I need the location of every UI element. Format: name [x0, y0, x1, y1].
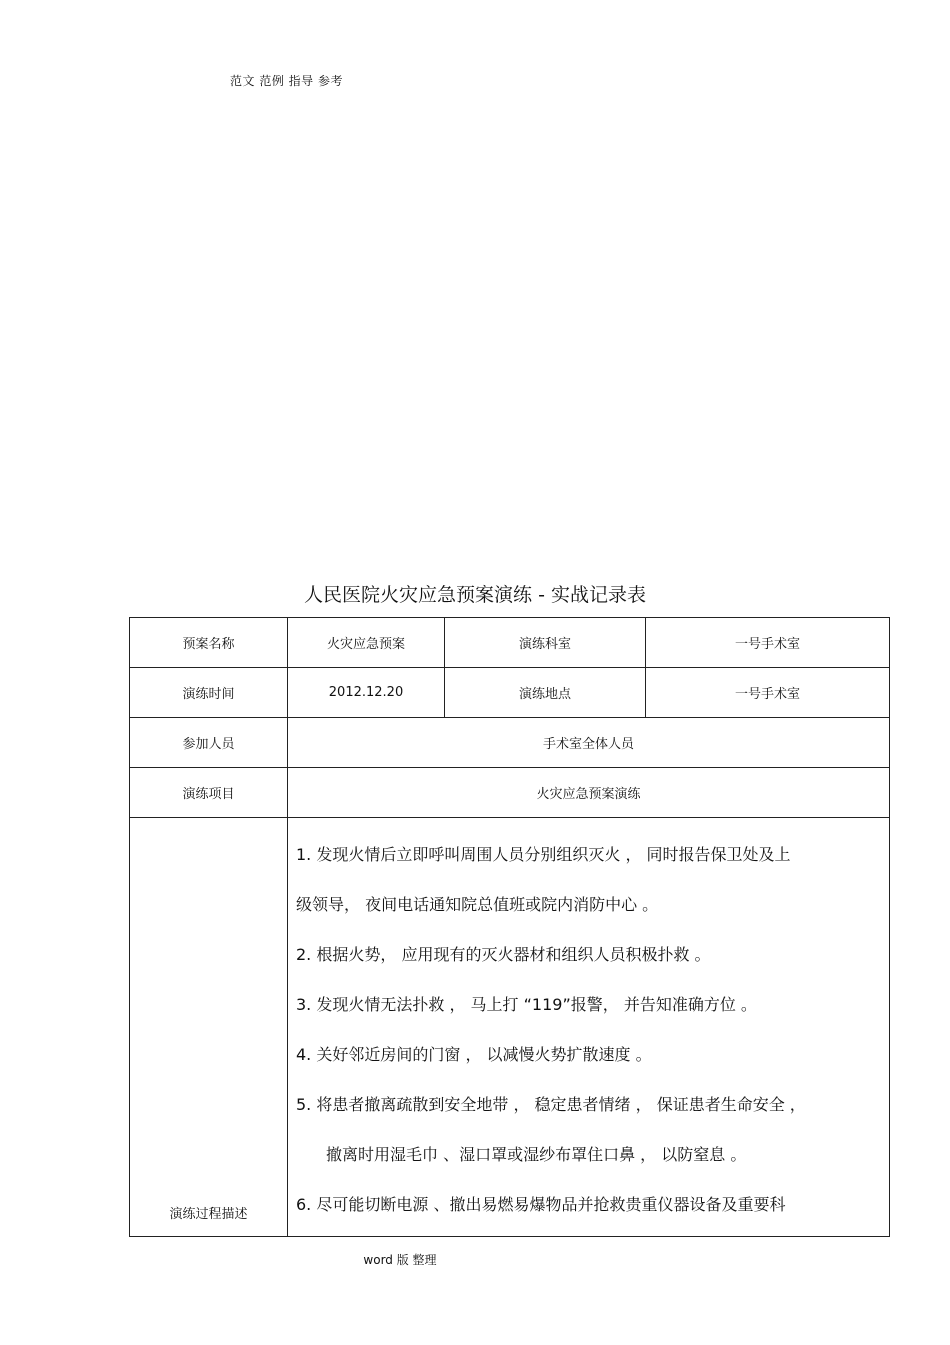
- project-label: 演练项目: [130, 768, 288, 818]
- drill-time-label: 演练时间: [130, 668, 288, 718]
- table-row: [130, 768, 890, 818]
- document-title: 人民医院火灾应急预案演练 - 实战记录表: [304, 584, 646, 606]
- participants-label: 参加人员: [130, 718, 288, 768]
- table-row: [130, 668, 890, 718]
- drill-place-value: 一号手术室: [646, 668, 890, 718]
- table-row: [130, 818, 890, 1237]
- description-line: 撤离时用湿毛巾 、湿口罩或湿纱布罩住口鼻 ， 以防窒息 。: [326, 1145, 747, 1164]
- description-body: [288, 818, 890, 1237]
- plan-name-label: 预案名称: [130, 618, 288, 668]
- description-label: 演练过程描述: [130, 818, 288, 1237]
- department-label: 演练科室: [445, 618, 646, 668]
- participants-value: 手术室全体人员: [288, 718, 890, 768]
- project-value: 火灾应急预案演练: [288, 768, 890, 818]
- table-row: [130, 718, 890, 768]
- description-line: 5. 将患者撤离疏散到安全地带 ， 稳定患者情绪 ， 保证患者生命安全 ，: [296, 1095, 806, 1114]
- description-line: 级领导， 夜间电话通知院总值班或院内消防中心 。: [296, 895, 659, 914]
- page-header: 范文 范例 指导 参考: [230, 74, 343, 88]
- description-line: 2. 根据火势， 应用现有的灭火器材和组织人员积极扑救 。: [296, 945, 711, 964]
- table-row: [130, 618, 890, 668]
- department-value: 一号手术室: [646, 618, 890, 668]
- drill-record-table: [129, 617, 890, 1237]
- description-line: 3. 发现火情无法扑救 ， 马上打 “119”报警， 并告知准确方位 。: [296, 995, 757, 1014]
- page-footer: word 版 整理: [363, 1253, 437, 1267]
- drill-time-value: 2012.12.20: [288, 668, 445, 718]
- description-line: 1. 发现火情后立即呼叫周围人员分别组织灭火 ， 同时报告保卫处及上: [296, 845, 791, 864]
- plan-name-value: 火灾应急预案: [288, 618, 445, 668]
- drill-place-label: 演练地点: [445, 668, 646, 718]
- description-line: 6. 尽可能切断电源 、撤出易燃易爆物品并抢救贵重仪器设备及重要科: [296, 1195, 786, 1214]
- description-line: 4. 关好邻近房间的门窗 ， 以减慢火势扩散速度 。: [296, 1045, 652, 1064]
